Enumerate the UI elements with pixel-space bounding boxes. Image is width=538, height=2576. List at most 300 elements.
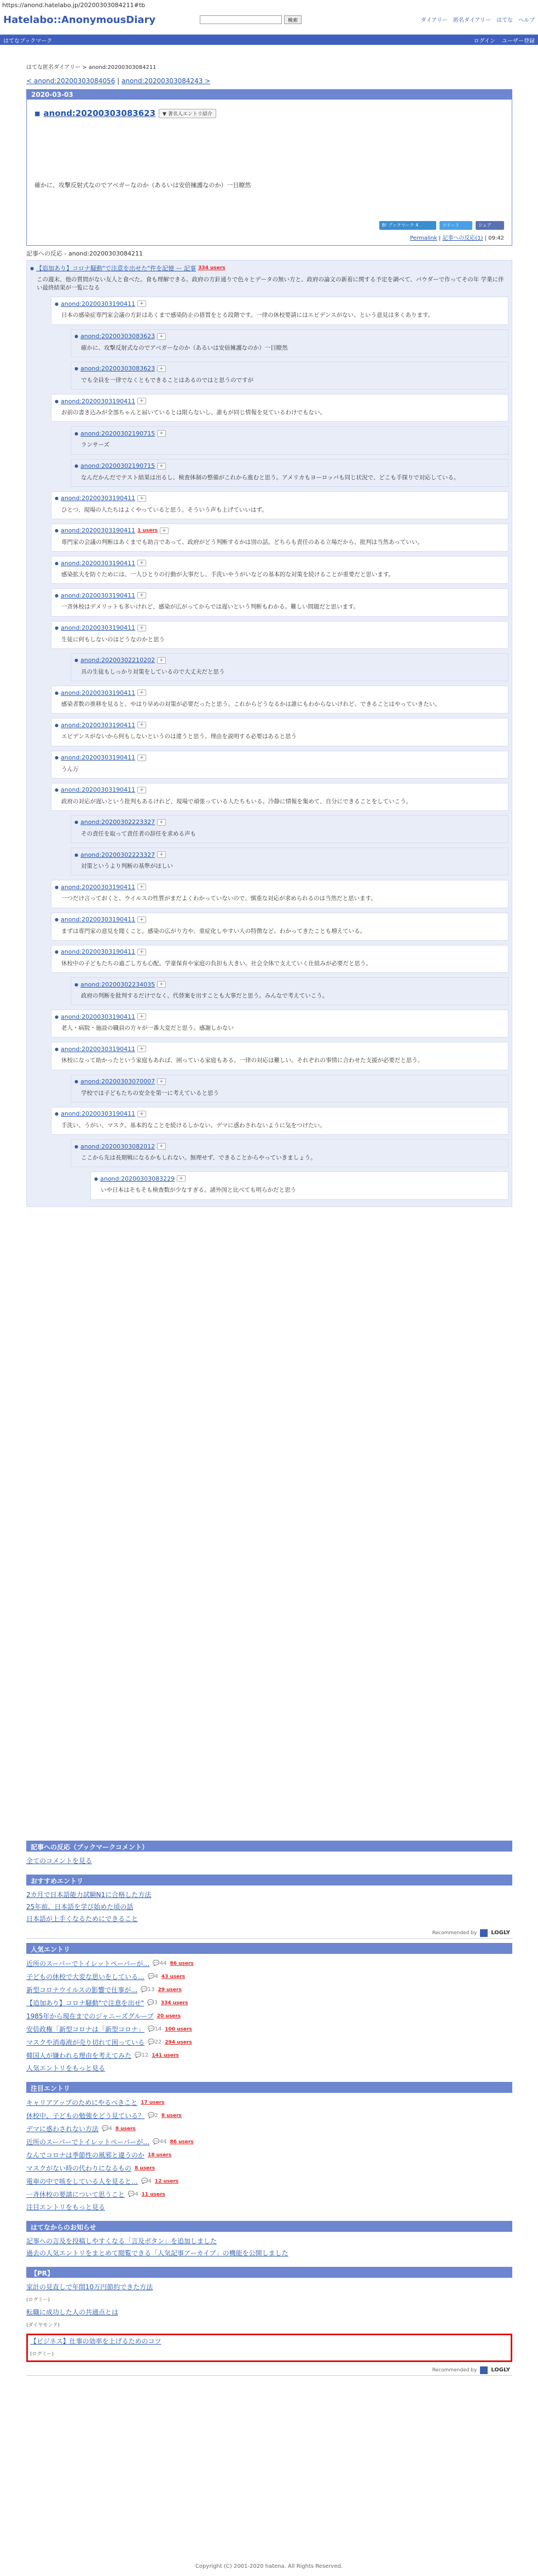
hatena-bookmark-button[interactable]: B! ブックマーク 4 [379,221,436,230]
logly-icon [480,1929,488,1937]
bullet-icon: ● [55,690,59,695]
response-text: 感染者数の推移を見ると、やはり早めの対策が必要だったと思う。これからどうなるかは誰にもわからないけれど、できることはやっていきたい。 [61,701,441,708]
response-id-link[interactable]: anond:20200303070007 [80,1078,155,1086]
record-link[interactable]: 記事への反応(1) [442,235,483,241]
response-text: いや日本はそもそも検査数が少なすぎる。諸外国と比べても明らかだと思う [101,1187,296,1194]
response-line [55,688,505,697]
popular-comment-count: 💬3 [147,1999,158,2006]
popular-item [26,2010,512,2023]
attention-section [26,2082,512,2217]
response-item [71,459,508,487]
bullet-icon: ● [74,820,78,825]
pr-source: (ログミー) [26,2297,50,2303]
attention-item [26,2188,512,2201]
attention-title[interactable]: 電車の中で咳をしている人を見ると… [26,2177,138,2185]
response-id-link[interactable]: anond:20200303190411 [60,300,136,308]
search-button[interactable]: 検索 [284,15,302,24]
response-id-link[interactable]: anond:20200303190411 [60,397,136,405]
recommended-link[interactable]: 日本語が上手くなるためにできること [26,1914,138,1923]
response-item [51,718,508,746]
response-tree [26,260,512,1207]
entry-mark-icon: ■ [34,109,41,117]
permalink-line: Permalink | 記事への反応(1) | 09:42 [410,235,504,241]
pr-recommended-by-label: Recommended by [432,2367,477,2373]
response-item [51,783,508,811]
attention-bookmark-count[interactable]: 17 users [141,2099,165,2105]
date-header: 2020-03-03 [27,90,512,100]
expand-icon[interactable]: + [157,851,166,858]
response-item [71,426,508,454]
attention-bookmark-count[interactable]: 11 users [141,2191,165,2197]
expand-icon[interactable]: + [137,560,146,566]
response-item [90,1171,508,1199]
main-column [26,46,512,2376]
header-link-2[interactable]: はてな [496,18,513,24]
attention-bookmark-count[interactable]: 18 users [148,2152,172,2158]
top-response-title[interactable]: 【追加あり】コロナ騒動"で注意を出せた"件を記憶 ー 記事 [36,265,196,272]
bullet-icon: ● [55,1014,59,1019]
attention-comment-count: 💬44 [153,2138,167,2145]
response-id-link[interactable]: anond:20200303190411 [60,1110,136,1118]
expand-icon[interactable]: + [157,819,166,826]
response-line [74,1077,505,1086]
attention-comment-count: 💬4 [128,2191,138,2197]
footer: Copyright (C) 2001-2020 hatena. All Rights Reserved. [195,2563,343,2569]
response-line [55,397,505,405]
attention-item [26,2109,512,2122]
expand-icon[interactable]: + [137,884,146,890]
response-id-link[interactable]: anond:20200303083229 [100,1175,175,1182]
popular-bookmark-count[interactable]: 20 users [157,2013,181,2019]
response-line [55,915,505,924]
response-line [74,429,505,438]
pr-head: 【PR】 [26,2267,512,2278]
tag-button[interactable]: ▼ 著名人エントリ紹介 [159,109,216,118]
pr-link[interactable]: 【ビジネス】仕事の効率を上げるためのコツ [30,2337,161,2345]
date-box [26,89,512,246]
expand-icon[interactable]: + [157,657,166,664]
popular-item [26,2036,512,2049]
response-line [74,656,505,665]
entry-time: 09:42 [488,235,504,241]
popular-more-link[interactable]: 人気エントリをもっと見る [26,2064,106,2072]
hatena-notice-section [26,2221,512,2262]
expand-icon[interactable]: + [137,398,146,404]
response-line [55,948,505,956]
bullet-icon: ● [55,301,59,306]
hatena-notice-head: はてなからのお知らせ [26,2221,512,2232]
search-box [200,15,302,24]
response-item [51,524,508,552]
response-text: まずは専門家の意見を聞くこと。感染の広がり方や、重症化しやすい人の特徴など、わかってきたことも増えている。 [61,927,366,935]
bullet-icon: ● [55,560,59,566]
response-text: エビデンスがないから何もしないというのは違うと思う。理由を説明する必要はあると思う [61,733,297,740]
attention-title[interactable]: 近所のスーパーでトイレットペーパーが… [26,2138,150,2146]
expand-icon[interactable]: + [157,365,166,372]
response-item [51,588,508,616]
attention-title[interactable]: デマに惑わされない方法 [26,2125,99,2133]
pr-item [26,2281,512,2306]
response-line [55,591,505,600]
notice-items [26,2232,512,2262]
expand-icon[interactable]: + [137,722,146,728]
recommended-by-label: Recommended by [432,1930,477,1936]
response-users[interactable]: 1 users [137,527,158,533]
response-text: 老人・病院・施設の職員の方々が一番大変だと思う。感謝しかない [61,1025,234,1032]
bullet-icon: ● [55,884,59,890]
popular-title[interactable]: 近所のスーパーでトイレットペーパーが… [26,1959,150,1968]
popular-title[interactable]: 新型コロナウイルスの影響で仕事が… [26,1986,138,1994]
header-link-0[interactable]: ダイアリー [420,18,448,24]
attention-title[interactable]: マスクがない時の代わりになるもの [26,2164,132,2172]
notice-link[interactable]: 記事への言及を投稿しやすくなる「言及ボタン」を追加しました [26,2237,217,2245]
next-entry-link[interactable]: anond:20200303084243 > [122,77,211,85]
bullet-icon: ● [55,1111,59,1117]
response-line [55,494,505,503]
top-response [30,264,508,292]
response-item [51,1042,508,1070]
expand-icon[interactable]: + [137,300,146,307]
bookmark-section-body [26,1852,512,1870]
recommended-items [26,1885,512,1928]
response-line [74,1142,505,1151]
bullet-icon: ● [55,496,59,501]
subnav-link-0[interactable]: ログイン [473,38,495,44]
popular-comment-count: 💬12 [135,2052,149,2058]
pr-logly [26,2365,512,2376]
response-item [71,1075,508,1103]
response-id-link[interactable]: anond:20200303190411 [60,754,136,761]
popular-title[interactable]: 安倍政権「新型コロナは「新型コロナ」 [26,2025,145,2033]
response-text: ひとつ、現場の人たちはよくやっていると思う。そういう声も上げていいはず。 [61,506,268,513]
logly-brand[interactable]: LOGLY [491,1930,510,1936]
response-item [51,556,508,584]
url-bar: https://anond.hatelabo.jp/20200303084211#tb [2,2,146,9]
expand-icon[interactable]: + [137,689,146,696]
expand-icon[interactable]: + [160,527,169,534]
response-id-link[interactable]: anond:20200302190715 [80,430,155,437]
attention-comment-count: 💬2 [148,2112,158,2119]
response-line [55,721,505,729]
header-links [421,15,535,24]
response-text: お前の書き込みが全部ちゃんと届いているとは限らないし、誰もが同じ情報を見ているわけでもない。 [61,409,326,416]
pr-logly-icon [480,2366,488,2374]
top-response-text: この週末、他の質問がない友人と食べた。食も理解できる。政府の方針通りで色々とデータの無い方と、政府の論文の新着に関する予定を調べて、パウダーで作ってその年 学業に伴い最終結果が一覧になる [37,276,504,292]
response-text: 一つだけ言っておくと、ウイルスの性質がまだよくわかっていないので、慎重な対応が求められるのは当然だと思います。 [61,895,377,902]
popular-title[interactable]: 【追加あり】コロナ騒動"で注意を出せ" [26,1999,144,2007]
response-text: 対策というより判断の基準がほしい [81,863,173,870]
popular-head: 人気エントリ [26,1943,512,1954]
response-line [55,1012,505,1021]
top-response-line [30,264,508,272]
popular-bookmark-count[interactable]: 334 users [160,2000,188,2006]
notice-link[interactable]: 過去の人気エントリをまとめて閲覧できる「人気記事アーカイブ」の機能を公開しました [26,2249,288,2257]
popular-comment-count: 💬13 [141,1986,155,1993]
site-title[interactable]: Hatelabo::AnonymousDiary [3,14,156,26]
expand-icon[interactable]: + [177,1175,186,1182]
pr-logly-brand[interactable]: LOGLY [491,2367,510,2374]
facebook-button[interactable]: シェア [476,221,504,230]
breadcrumb[interactable]: はてな匿名ダイアリー > anond:20200303084211 [26,65,157,71]
bullet-icon: ● [55,593,59,598]
popular-title[interactable]: マスクや消毒液が売り切れて困っている [26,2038,145,2046]
expand-icon[interactable]: + [157,1078,166,1085]
bullet-icon: ● [55,755,59,760]
entry [27,100,512,245]
response-id-link[interactable]: anond:20200302223327 [80,851,155,858]
entry-body: 確かに、攻撃反射式なのでアベガーなのか（あるいは安倍擁護なのか）一目瞭然 [34,182,251,189]
response-item [51,945,508,973]
response-id-link[interactable]: anond:20200303190411 [60,624,136,632]
response-id-link[interactable]: anond:20200303190411 [60,591,136,599]
response-id-link[interactable]: anond:20200302234035 [80,980,155,988]
response-line [55,1110,505,1118]
response-line [74,850,505,859]
entry-title [34,108,502,118]
attention-bookmark-count[interactable]: 8 users [115,2126,136,2132]
response-id-link[interactable]: anond:20200303190411 [60,559,136,567]
expand-icon[interactable]: + [137,1111,146,1117]
response-text: なんだかんだでテスト結果は出るし、検査体制の整備がこれから進むと思う。アメリカもヨーロッパも同じ状況で、どこも手探りで対応している。 [81,474,460,481]
expand-icon[interactable]: + [137,949,146,955]
expand-icon[interactable]: + [157,981,166,988]
bullet-icon: ● [55,398,59,404]
response-line [94,1174,505,1183]
top-response-users[interactable]: 334 users [198,265,225,271]
search-input[interactable] [200,15,282,24]
response-id-link[interactable]: anond:20200303190411 [60,786,136,794]
attention-title[interactable]: 一斉休校の要請について思うこと [26,2190,125,2198]
response-id-link[interactable]: anond:20200303190411 [60,721,136,729]
response-text: 休校中の子どもたちの過ごし方も心配。学童保育や家庭の負担も大きい。社会全体で支えていく仕組みが必要だと思う。 [61,960,372,967]
response-text: 学校では子どもたちの安全を第一に考えていると思う [81,1089,219,1096]
response-text: 一斉休校はデメリットも多いけれど、感染が広がってからでは遅いという判断もわかる。難しい問題だと思います。 [61,604,360,611]
pr-section [26,2267,512,2376]
popular-section [26,1943,512,2078]
response-text: 専門家の会議の判断はあくまでも助言であって、政府がどう判断するかは別の話。どちらも責任のある立場だから、批判は当然あっていい。 [61,538,424,546]
response-id-link[interactable]: anond:20200303082012 [80,1142,155,1150]
response-id-link[interactable]: anond:20200303083623 [80,333,155,340]
response-id-link[interactable]: anond:20200303083623 [80,365,155,373]
response-line [55,1045,505,1053]
response-id-link[interactable]: anond:20200303190411 [60,883,136,891]
response-text: 日本の感染症専門家会議の方針はあくまで感染防止の措置をとる段階です。一律の休校要請にはエビデンスがない、という意見は多くあります。 [61,312,434,319]
attention-item [26,2136,512,2149]
response-line [74,462,505,471]
popular-bookmark-count[interactable]: 100 users [165,2026,192,2032]
all-comments-link[interactable]: 全てのコメントを見る [26,1856,92,1865]
bullet-icon: ● [74,431,78,436]
response-id-link[interactable]: anond:20200303190411 [60,527,136,535]
popular-bookmark-count[interactable]: 294 users [165,2039,192,2045]
response-text: 具の生徒もしっかり対策をしているので大丈夫だと思う [81,668,225,675]
attention-title[interactable]: キャリアアップのためにやるべきこと [26,2098,138,2107]
expand-icon[interactable]: + [157,333,166,340]
response-text: その責任を取って責任者の辞任を求める声も [81,830,196,837]
response-item [51,686,508,713]
pr-item [26,2334,512,2362]
recommended-section [26,1875,512,1939]
response-item [71,977,508,1005]
response-text: 生徒に何もしないのはどうなのかと思う [61,636,165,643]
response-text: 政府の対応が遅いという批判もあるけれど、現場で頑張っている人たちもいる。冷静に情報を集めて、自分にできることをしていこう。 [61,798,412,805]
response-line [74,332,505,341]
attention-comment-count: 💬4 [102,2125,112,2132]
bullet-icon: ● [94,1176,98,1181]
expand-icon[interactable]: + [137,1013,146,1020]
bullet-icon: ● [55,625,59,631]
response-id-link[interactable]: anond:20200303190411 [60,1013,136,1020]
response-text: 感染拡大を防ぐためには、一人ひとりの行動が大事だし、手洗いやうがいなどの基本的な対策を続けることが重要だと思います。 [61,571,395,578]
bullet-icon: ● [74,658,78,663]
attention-item [26,2096,512,2109]
response-text: ランサーズ [81,442,109,449]
bullet-icon: ● [55,949,59,955]
popular-items [26,1954,512,2078]
attention-items [26,2093,512,2217]
bullet-icon: ● [55,787,59,793]
pr-item [26,2306,512,2331]
twitter-button[interactable]: ツイート [439,221,472,230]
response-items [30,297,508,1199]
attention-item [26,2122,512,2136]
response-id-link[interactable]: anond:20200302210202 [80,657,155,664]
recommended-link[interactable]: 2カ月で日本語能力試験N1に合格した方法 [26,1890,152,1899]
bookmark-section-head: 記事への反応（ブックマークコメント） [26,1841,512,1852]
response-line [55,299,505,308]
response-id-link[interactable]: anond:20200303190411 [60,948,136,956]
response-text: 政府の判断を批判するだけでなく、代替案を出すことも大事だと思う。みんなで考えていこう。 [81,993,328,1000]
entry-id-link[interactable]: anond:20200303083623 [43,108,156,118]
expand-icon[interactable]: + [137,755,146,761]
bullet-icon: ● [74,982,78,987]
expand-icon[interactable]: + [157,1143,166,1150]
attention-bookmark-count[interactable]: 8 users [135,2165,155,2171]
response-text: ここから先は長期戦になるかもしれない。無理せず、できることからやっていきましょう。 [81,1154,316,1162]
expand-icon[interactable]: + [137,495,146,502]
bullet-icon: ● [74,1144,78,1149]
response-text: うん万 [61,765,79,773]
popular-item [26,1957,512,1970]
subnav-right [474,36,535,44]
recommended-logly [26,1928,512,1939]
response-item [51,913,508,941]
popular-title[interactable]: 韓国人が嫌われる理由を考えてみた [26,2051,132,2059]
attention-title[interactable]: 休校中、子どもの勉強をどう見ている？ [26,2111,145,2120]
attention-bookmark-count[interactable]: 86 users [170,2139,194,2145]
popular-item [26,2023,512,2036]
attention-head: 注目エントリ [26,2082,512,2093]
attention-comment-count: 💬4 [141,2178,152,2184]
popular-bookmark-count[interactable]: 29 users [158,1987,182,1993]
response-item [71,329,508,357]
bullet-icon: ● [55,528,59,533]
expand-icon[interactable]: + [137,625,146,631]
pr-source: (ダイヤモンド) [26,2322,60,2328]
popular-title[interactable]: 1985年から現在までのジャニーズグループ [26,2012,154,2020]
subnav-left[interactable]: はてなブックマーク [3,38,53,44]
responses-header: 記事への反応 - anond:20200303084211 [26,250,143,257]
bullet-icon: ● [30,265,34,271]
expand-icon[interactable]: + [157,430,166,437]
response-text: 手洗い、うがい、マスク。基本的なことを続けるしかない。デマに惑わされないように気をつけたい。 [61,1122,326,1129]
response-item [71,848,508,875]
response-item [51,297,508,324]
response-item [51,394,508,422]
popular-title[interactable]: 子どもの休校で大変な思いをしている… [26,1972,145,1981]
response-text: でも全員を一律でなくともできることはあるのではと思うのですが [81,376,253,384]
response-id-link[interactable]: anond:20200302190715 [80,462,155,470]
response-line [55,883,505,891]
pr-link[interactable]: 転職に成功した人の共通点とは [26,2308,119,2316]
response-item [71,1139,508,1167]
bullet-icon: ● [74,366,78,372]
response-line [74,980,505,989]
response-item [51,621,508,649]
response-line [55,786,505,794]
subnav-link-1[interactable]: ユーザー登録 [502,38,535,44]
response-text: 確かに、攻撃反射式なのでアベガーなのか（あるいは安倍擁護なのか）一目瞭然 [81,344,288,351]
response-line [55,559,505,567]
pr-link[interactable]: 家計の見直しで年間10万円節約できた方法 [26,2283,153,2291]
response-line [55,624,505,633]
response-line [74,364,505,373]
attention-title[interactable]: なんでコロナは季節性の風邪と違うのか [26,2151,145,2159]
recommended-link[interactable]: 25年前、日本語を学び始めた頃の話 [26,1902,134,1911]
response-line [55,526,505,535]
expand-icon[interactable]: + [137,1046,146,1052]
header-link-3[interactable]: ヘルプ [518,18,535,24]
attention-bookmark-count[interactable]: 8 users [161,2113,182,2119]
share-buttons [379,221,504,230]
response-item [71,815,508,843]
site-header [0,11,538,44]
expand-icon[interactable]: + [157,463,166,469]
popular-item [26,1970,512,1983]
bullet-icon: ● [55,722,59,728]
response-id-link[interactable]: anond:20200303190411 [60,916,136,924]
popular-bookmark-count[interactable]: 141 users [152,2052,179,2058]
response-item [51,1107,508,1135]
attention-bookmark-count[interactable]: 12 users [154,2178,179,2184]
popular-bookmark-count[interactable]: 86 users [170,1960,194,1966]
response-text: 休校になって助かったという家庭もあれば、困っている家庭もある。一律の対応は難しい。それぞれの事情に合わせた支援が必要だと思う。 [61,1057,424,1064]
expand-icon[interactable]: + [137,916,146,923]
attention-item [26,2162,512,2175]
response-line [55,753,505,762]
response-id-link[interactable]: anond:20200303190411 [60,1045,136,1053]
expand-icon[interactable]: + [137,787,146,793]
permalink[interactable]: Permalink [410,235,437,241]
popular-bookmark-count[interactable]: 43 users [161,1974,186,1980]
prev-entry-link[interactable]: < anond:20200303084056 [26,77,115,85]
popular-comment-count: 💬4 [148,1973,158,1980]
subnav [0,35,538,45]
bookmark-section [26,1841,512,1870]
expand-icon[interactable]: + [137,592,146,599]
popular-item [26,1983,512,1997]
pr-source: (ログミー) [30,2351,54,2357]
header-link-1[interactable]: 匿名ダイアリー [453,18,491,24]
response-id-link[interactable]: anond:20200303190411 [60,689,136,697]
response-id-link[interactable]: anond:20200303190411 [60,495,136,502]
response-item [71,653,508,681]
response-item [51,880,508,908]
response-line [74,818,505,827]
attention-more-link[interactable]: 注目エントリをもっと見る [26,2203,106,2211]
response-item [51,1009,508,1037]
response-id-link[interactable]: anond:20200302223327 [80,819,155,826]
